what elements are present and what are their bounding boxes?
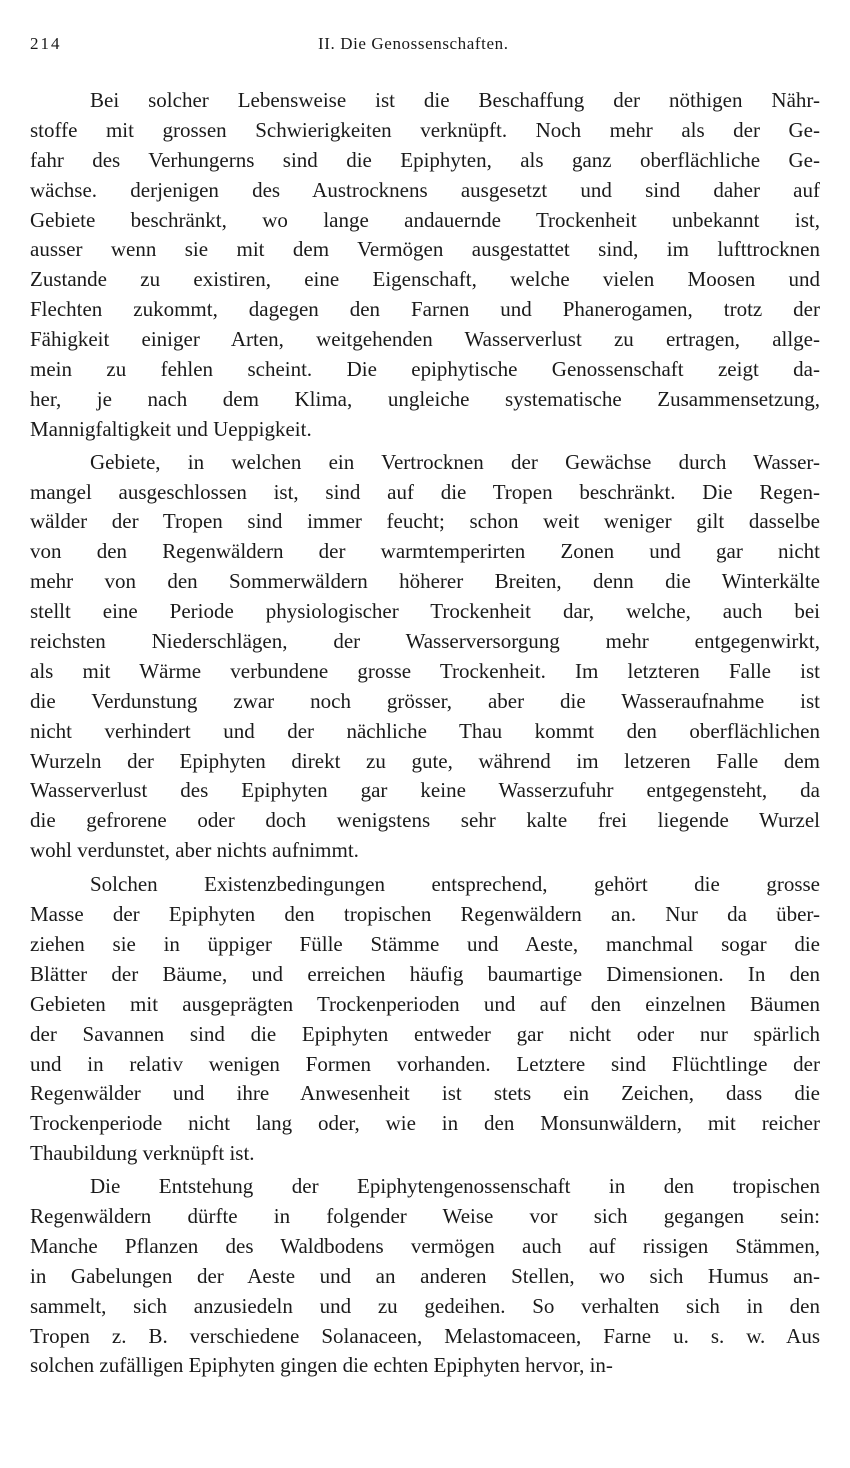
text-line: ausser wenn sie mit dem Vermögen ausgestattet sind, im lufttrocknen [30,237,820,262]
text-line: Tropen z. B. verschiedene Solanaceen, Melastomaceen, Farne u. s. w. Aus [30,1323,820,1348]
text-line: Trockenperiode nicht lang oder, wie in den Monsunwäldern, mit reicher [30,1111,820,1136]
text-line: Solchen Existenzbedingungen entsprechend, gehört die grosse [90,872,820,897]
text-line: fahr des Verhungerns sind die Epiphyten, als ganz oberflächliche Ge- [30,147,820,172]
text-line: Fähigkeit einiger Arten, weitgehenden Wasserverlust zu ertragen, allge- [30,327,820,352]
text-line: sammelt, sich anzusiedeln und zu gedeihen. So verhalten sich in den [30,1293,820,1318]
text-line: Die Entstehung der Epiphytengenossenschaft in den tropischen [90,1174,820,1199]
text-line: mangel ausgeschlossen ist, sind auf die Tropen beschränkt. Die Regen- [30,479,820,504]
text-line: wohl verdunstet, aber nichts aufnimmt. [30,838,359,863]
text-line: ziehen sie in üppiger Fülle Stämme und Aeste, manchmal sogar die [30,931,820,956]
text-line: die Verdunstung zwar noch grösser, aber die Wasseraufnahme ist [30,688,820,713]
text-line: der Savannen sind die Epiphyten entweder gar nicht oder nur spärlich [30,1021,820,1046]
text-line: nicht verhindert und der nächliche Thau kommt den oberflächlichen [30,718,820,743]
page-header [30,34,820,56]
text-line: als mit Wärme verbundene grosse Trockenheit. Im letzteren Falle ist [30,658,820,683]
text-line: reichsten Niederschlägen, der Wasserversorgung mehr entgegenwirkt, [30,629,820,654]
text-line: her, je nach dem Klima, ungleiche systematische Zusammensetzung, [30,386,820,411]
paragraph [30,870,820,1169]
paragraph [30,86,820,445]
text-line: Zustande zu existiren, eine Eigenschaft, welche vielen Moosen und [30,267,820,292]
text-line: stoffe mit grossen Schwierigkeiten verknüpft. Noch mehr als der Ge- [30,117,820,142]
text-line: mehr von den Sommerwäldern höherer Breiten, denn die Winterkälte [30,569,820,594]
text-line: solchen zufälligen Epiphyten gingen die echten Epiphyten hervor, in- [30,1353,613,1378]
text-line: wälder der Tropen sind immer feucht; schon weit weniger gilt dasselbe [30,509,820,534]
text-line: Gebieten mit ausgeprägten Trockenperioden und auf den einzelnen Bäumen [30,991,820,1016]
paragraph [30,448,820,866]
text-line: Manche Pflanzen des Waldbodens vermögen auch auf rissigen Stämmen, [30,1233,820,1258]
text-line: die gefrorene oder doch wenigstens sehr kalte frei liegende Wurzel [30,808,820,833]
body-text [30,86,820,1381]
text-line: Flechten zukommt, dagegen den Farnen und Phanerogamen, trotz der [30,297,820,322]
text-line: und in relativ wenigen Formen vorhanden. Letztere sind Flüchtlinge der [30,1051,820,1076]
text-line: stellt eine Periode physiologischer Trockenheit dar, welche, auch bei [30,599,820,624]
text-line: Bei solcher Lebensweise ist die Beschaffung der nöthigen Nähr- [90,88,820,112]
text-line: Wasserverlust des Epiphyten gar keine Wasserzufuhr entgegensteht, da [30,778,820,803]
text-line: Gebiete beschränkt, wo lange andauernde Trockenheit unbekannt ist, [30,207,820,232]
text-line: von den Regenwäldern der warmtemperirten Zonen und gar nicht [30,539,820,564]
text-line: Wurzeln der Epiphyten direkt zu gute, während im letzeren Falle dem [30,748,820,773]
text-line: mein zu fehlen scheint. Die epiphytische Genossenschaft zeigt da- [30,357,820,382]
text-line: Blätter der Bäume, und erreichen häufig baumartige Dimensionen. In den [30,961,820,986]
text-line: Masse der Epiphyten den tropischen Regenwäldern an. Nur da über- [30,902,820,927]
text-line: in Gabelungen der Aeste und an anderen Stellen, wo sich Humus an- [30,1263,820,1288]
text-line: Mannigfaltigkeit und Ueppigkeit. [30,416,312,441]
text-line: Regenwälder und ihre Anwesenheit ist stets ein Zeichen, dass die [30,1081,820,1106]
text-line: Gebiete, in welchen ein Vertrocknen der Gewächse durch Wasser- [90,449,820,474]
text-line: Regenwäldern dürfte in folgender Weise vor sich gegangen sein: [30,1203,820,1228]
paragraph [30,1172,820,1381]
text-line: Thaubildung verknüpft ist. [30,1141,255,1166]
text-line: wächse. derjenigen des Austrocknens ausgesetzt und sind daher auf [30,177,820,202]
page-number: 214 [30,34,62,53]
running-head: II. Die Genossenschaften. [318,34,509,53]
